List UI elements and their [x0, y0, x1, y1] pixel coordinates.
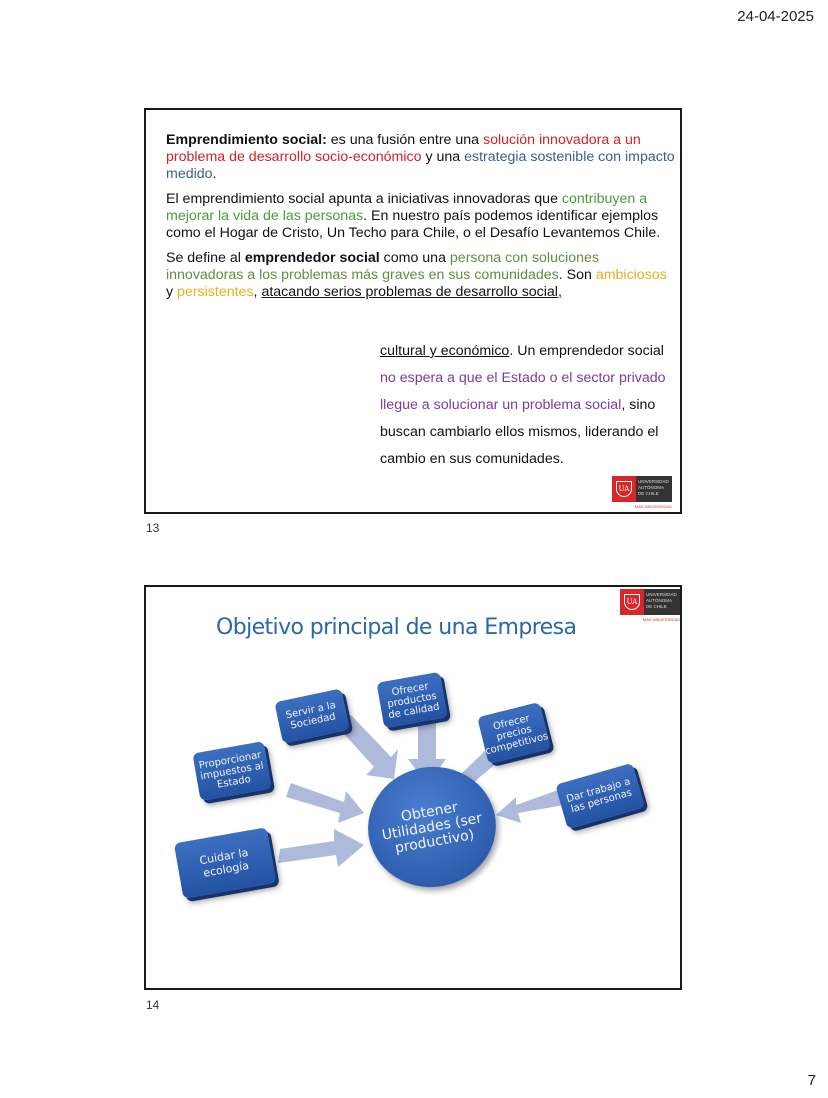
text: . [212, 166, 217, 182]
diagram-box: Proporcionar impuestos al Estado [192, 741, 271, 801]
text: , [253, 284, 262, 300]
text: Se define al [166, 250, 245, 266]
text: es una fusión entre una [326, 132, 484, 148]
highlight-red: solución innovadora a un problema de desarrollo socio-económico [166, 132, 641, 165]
page-number: 7 [807, 1072, 816, 1089]
text: , sino buscan cambiarlo ellos mismos, liderando el cambio en sus comunidades. [380, 397, 659, 467]
slide-13-body [166, 132, 676, 309]
arrow-icon [286, 783, 364, 823]
diagram-box: Cuidar la ecología [174, 827, 276, 898]
highlight-green: contribuyen a mejorar la vida de las personas [166, 191, 648, 224]
highlight-blue: estrategia sostenible con impacto medido [166, 149, 675, 182]
slide-number: 14 [146, 998, 160, 1012]
logo-name: UNIVERSIDAD AUTÓNOMA DE CHILE [644, 589, 680, 615]
logo-tagline: MÁS UNIVERSIDAD [642, 617, 680, 622]
diagram-box: Ofrecer precios competitivos [477, 702, 551, 764]
logo-tagline: MÁS UNIVERSIDAD [634, 504, 672, 509]
entrepreneur-paragraph [166, 250, 676, 301]
highlight-purple: no espera a que el Estado o el sector privado llegue a solucionar un problema social [380, 370, 666, 413]
highlight-green: persona con soluciones innovadoras a los problemas más graves en sus comunidades [166, 250, 599, 283]
examples-paragraph [166, 191, 676, 242]
underlined-text: cultural y económico [380, 343, 510, 359]
text: . Son [558, 267, 596, 283]
text: como una [379, 250, 450, 266]
text: y una [421, 149, 465, 165]
term-label: Emprendimiento social: [166, 132, 327, 148]
highlight-yellow: ambiciosos [595, 267, 667, 283]
slide-13 [144, 108, 682, 514]
slide-title: Objetivo principal de una Empresa [216, 615, 577, 640]
center-circle: Obtener Utilidades (ser productivo) [359, 757, 506, 897]
underlined-text: atacando serios problemas de desarrollo social, [261, 284, 562, 300]
logo-initials: UA [624, 594, 641, 610]
slide-14 [144, 585, 682, 990]
shield-icon [612, 476, 636, 502]
definition-paragraph [166, 132, 676, 183]
text: y [166, 284, 178, 300]
document-date: 24-04-2025 [737, 8, 814, 25]
logo-name: UNIVERSIDAD AUTÓNOMA DE CHILE [636, 476, 672, 502]
diagram-box: Servir a la Sociedad [274, 688, 349, 743]
diagram-box: Dar trabajo a las personas [555, 763, 645, 829]
logo-initials: UA [616, 481, 633, 497]
university-logo [612, 476, 672, 509]
text: . En nuestro país podemos identificar ejemplos como el Hogar de Cristo, Un Techo para Chile, o el Desafío Levantemos Chile. [166, 208, 661, 241]
arrow-icon [278, 829, 364, 867]
diagram-box: Ofrecer productos de calidad [376, 672, 447, 728]
slide-13-tail-text [380, 338, 670, 473]
highlight-yellow: persistentes [177, 284, 254, 300]
text: . Un emprendedor social [509, 343, 664, 359]
slide-number: 13 [146, 521, 160, 535]
arrow-icon [496, 789, 564, 823]
text: El emprendimiento social apunta a iniciativas innovadoras que [166, 191, 562, 207]
bold-term: emprendedor social [244, 250, 380, 266]
